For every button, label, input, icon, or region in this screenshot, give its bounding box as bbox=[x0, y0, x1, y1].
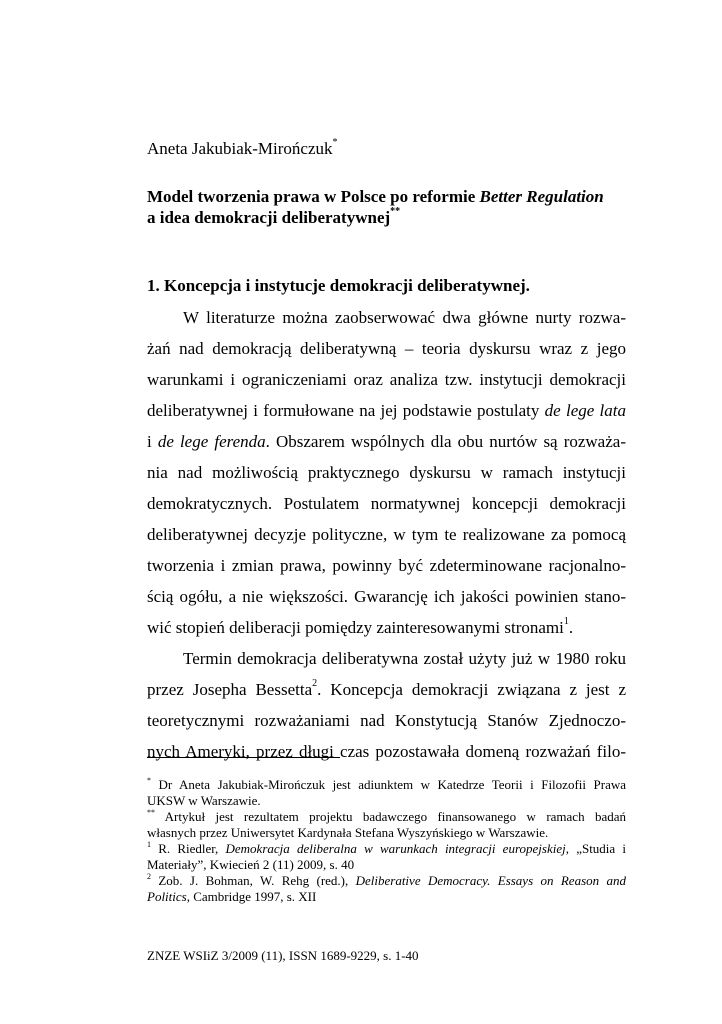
footnote-text: R. Riedler, bbox=[151, 841, 226, 856]
body-line: nych Ameryki, przez długi czas pozostawała domeną rozważań filo- bbox=[147, 742, 626, 761]
body-line: tworzenia i zmian prawa, powinny być zdeterminowane racjonalno- bbox=[147, 556, 626, 575]
footnote-line bbox=[147, 809, 626, 825]
body-line: Termin demokracja deliberatywna został użyty już w 1980 roku bbox=[183, 649, 626, 668]
footnote-line bbox=[147, 889, 626, 905]
body-line: teoretycznymi rozważaniami nad Konstytucją Stanów Zjednoczo- bbox=[147, 711, 626, 730]
footnotes bbox=[147, 777, 626, 905]
footnote-separator bbox=[147, 757, 340, 758]
footnote-line: Materiały”, Kwiecień 2 (11) 2009, s. 40 bbox=[147, 857, 355, 872]
body-line: żań nad demokracją deliberatywną – teoria dyskursu wraz z jego bbox=[147, 339, 626, 358]
footnote-text: , „Studia i bbox=[565, 841, 627, 856]
page-footer: ZNZE WSIiZ 3/2009 (11), ISSN 1689-9229, s. 1-40 bbox=[147, 948, 419, 963]
author-footnote-mark: * bbox=[332, 137, 338, 149]
body-line: nia nad możliwością praktycznego dyskursu w ramach instytucji bbox=[147, 463, 626, 482]
footnote-text: Dr Aneta Jakubiak-Mirończuk jest adiunktem w Katedrze Teorii i Filozofii Prawa bbox=[151, 777, 626, 792]
body-line: deliberatywnej decyzje polityczne, w tym te realizowane za pomocą bbox=[147, 525, 626, 544]
body-line: W literaturze można zaobserwować dwa główne nurty rozwa- bbox=[183, 308, 626, 327]
footnote-italic-text: Demokracja deliberalna w warunkach integracji europejskiej bbox=[225, 841, 566, 856]
title-footnote-mark: ** bbox=[390, 206, 401, 218]
author-line bbox=[147, 139, 338, 159]
title-text: a idea demokracji deliberatywnej bbox=[147, 208, 391, 227]
body-text-span: deliberatywnej i formułowane na jej podstawie postulaty bbox=[147, 401, 545, 420]
body-text-span: przez Josepha Bessetta bbox=[147, 680, 313, 699]
body-line bbox=[147, 674, 626, 705]
footnote-italic-text: Politics bbox=[147, 889, 187, 904]
footnote-text: Artykuł jest rezultatem projektu badawczego finansowanego w ramach badań bbox=[155, 809, 626, 824]
body-line: demokratycznych. Postulatem normatywnej koncepcji demokracji bbox=[147, 494, 626, 513]
body-italic-span: de lege lata bbox=[544, 401, 627, 420]
footnote-line bbox=[147, 841, 626, 857]
body-text-span: . Obszarem wspólnych dla obu nurtów są rozważa- bbox=[265, 432, 626, 451]
title-text: Model tworzenia prawa w Polsce po reformie bbox=[147, 187, 480, 206]
title-line-2 bbox=[147, 207, 627, 228]
author-name: Aneta Jakubiak-Mirończuk bbox=[147, 139, 333, 158]
section-heading: 1. Koncepcja i instytucje demokracji deliberatywnej. bbox=[147, 276, 530, 295]
body-text-span: i bbox=[147, 432, 158, 451]
footnote-text: , Cambridge 1997, s. XII bbox=[186, 889, 317, 904]
footnote-mark: 2 bbox=[147, 871, 151, 881]
body-text-span: wić stopień deliberacji pomiędzy zainteresowanymi stronami bbox=[147, 618, 564, 637]
article-title bbox=[147, 186, 627, 228]
body-text bbox=[147, 302, 626, 767]
body-line bbox=[147, 395, 626, 426]
footnote-mark: * bbox=[147, 775, 151, 785]
footnote-line bbox=[147, 873, 626, 889]
footnote-italic-text: Deliberative Democracy. Essays on Reason and bbox=[355, 873, 626, 888]
footnote-mark: 1 bbox=[147, 839, 151, 849]
body-italic-span: de lege ferenda bbox=[157, 432, 266, 451]
body-text-span: . Koncepcja demokracji związana z jest z bbox=[317, 680, 626, 699]
body-line: warunkami i ograniczeniami oraz analiza tzw. instytucji demokracji bbox=[147, 370, 626, 389]
title-italic-text: Better Regulation bbox=[479, 187, 604, 206]
title-line-1 bbox=[147, 186, 627, 207]
footnote-mark: ** bbox=[147, 807, 155, 817]
body-text-span: . bbox=[568, 618, 574, 637]
footnote-line bbox=[147, 777, 626, 793]
footnote-line: UKSW w Warszawie. bbox=[147, 793, 261, 808]
body-line bbox=[147, 426, 626, 457]
body-line: ścią ogółu, a nie większości. Gwarancję ich jakości powinien stano- bbox=[147, 587, 626, 606]
footnote-line: własnych przez Uniwersytet Kardynała Stefana Wyszyńskiego w Warszawie. bbox=[147, 825, 549, 840]
body-line bbox=[147, 612, 626, 643]
footnote-ref[interactable]: 1 bbox=[563, 616, 569, 628]
footnote-text: Zob. J. Bohman, W. Rehg (red.), bbox=[151, 873, 356, 888]
footnote-ref[interactable]: 2 bbox=[312, 678, 318, 690]
